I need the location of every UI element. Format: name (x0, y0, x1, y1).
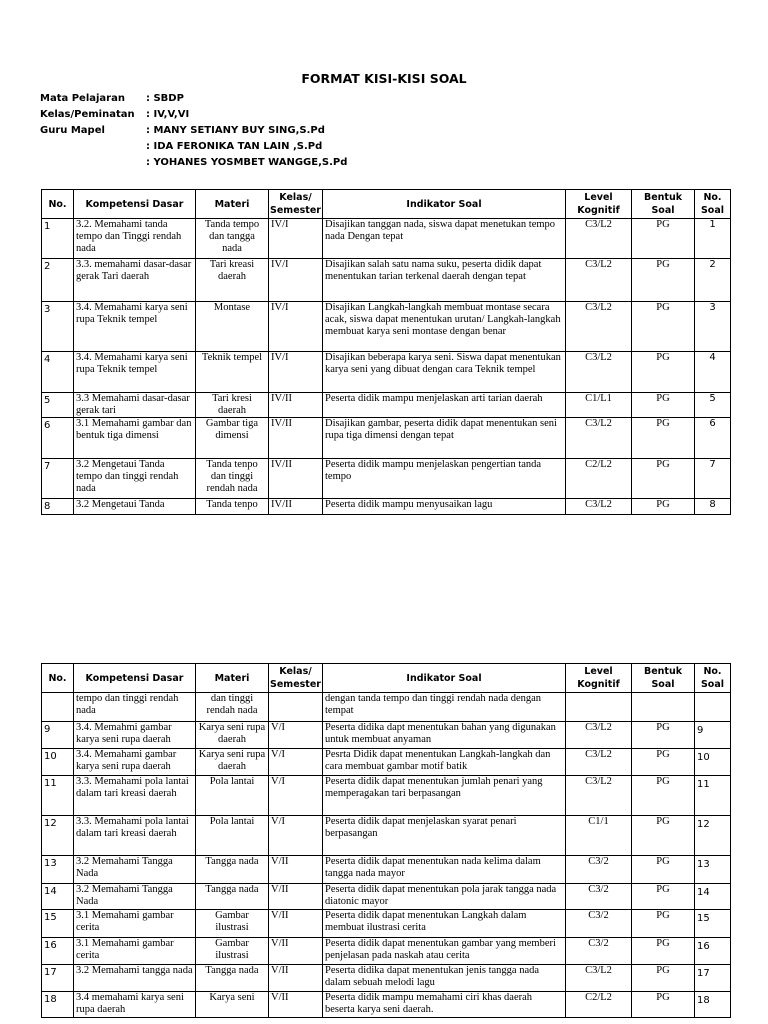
cell-no-soal: 17 (695, 965, 731, 992)
cell-materi: Tari kresi daerah (196, 393, 269, 418)
cell-no: 7 (42, 459, 74, 499)
cell-level-kognitif: C1/1 (566, 816, 632, 856)
cell-level-kognitif: C3/L2 (566, 259, 632, 302)
cell-indikator-soal: Disajikan gambar, peserta didik dapat menentukan seni rupa tiga dimensi dengan tepat (323, 418, 566, 459)
table-row (42, 749, 731, 776)
cell-indikator-soal: Peserta didik mampu memahami ciri khas daerah beserta karya seni daerah. (323, 992, 566, 1018)
cell-bentuk-soal: PG (632, 259, 695, 302)
cell-kelas-semester: V/II (269, 884, 323, 910)
col-header-indikator-soal: Indikator Soal (323, 664, 566, 693)
cell-no-soal: 15 (695, 910, 731, 938)
table-row (42, 499, 731, 515)
cell-indikator-soal: Peserta didika dapat menentukan jenis tangga nada dalam sebuah melodi lagu (323, 965, 566, 992)
col-header-no: No. (42, 664, 74, 693)
cell-kompetensi-dasar: 3.2 Mengetaui Tanda (74, 499, 196, 515)
cell-materi: Pola lantai (196, 816, 269, 856)
cell-materi: Pola lantai (196, 776, 269, 816)
cell-no: 9 (42, 722, 74, 749)
cell-bentuk-soal: PG (632, 418, 695, 459)
info-label: Mata Pelajaran (40, 93, 125, 104)
cell-materi: Tanda tenpo (196, 499, 269, 515)
cell-level-kognitif: C3/L2 (566, 219, 632, 259)
cell-bentuk-soal: PG (632, 776, 695, 816)
cell-level-kognitif: C3/2 (566, 884, 632, 910)
cell-materi: Tangga nada (196, 856, 269, 884)
cell-kompetensi-dasar: 3.3. Memahami pola lantai dalam tari kreasi daerah (74, 776, 196, 816)
cell-no-soal: 6 (695, 418, 731, 459)
cell-indikator-soal: Peserta didik dapat menentukan gambar yang memberi penjelasan pada naskah atau cerita (323, 938, 566, 965)
table-row (42, 418, 731, 459)
cell-no-soal: 7 (695, 459, 731, 499)
cell-kompetensi-dasar: 3.2 Mengetaui Tanda tempo dan tinggi rendah nada (74, 459, 196, 499)
cell-indikator-soal: Peserta didika dapt menentukan bahan yang digunakan untuk membuat anyaman (323, 722, 566, 749)
cell-no: 14 (42, 884, 74, 910)
info-value: : IDA FERONIKA TAN LAIN ,S.Pd (146, 141, 323, 152)
cell-kompetensi-dasar: 3.4. Memahmi gambar karya seni rupa daerah (74, 722, 196, 749)
cell-materi: Teknik tempel (196, 352, 269, 393)
cell-no: 1 (42, 219, 74, 259)
cell-level-kognitif: C2/L2 (566, 459, 632, 499)
cell-bentuk-soal: PG (632, 722, 695, 749)
cell-level-kognitif: C3/L2 (566, 749, 632, 776)
col-header-bentuk-soal: Bentuk Soal (632, 190, 695, 219)
cell-materi: Gambar ilustrasi (196, 910, 269, 938)
cell-level-kognitif: C3/L2 (566, 352, 632, 393)
cell-no-soal: 10 (695, 749, 731, 776)
cell-indikator-soal: Peserta didik dapat menentukan jumlah penari yang memperagakan tari berpasangan (323, 776, 566, 816)
table-row (42, 302, 731, 352)
cell-no: 17 (42, 965, 74, 992)
cell-level-kognitif: C3/2 (566, 910, 632, 938)
cell-no: 6 (42, 418, 74, 459)
table-row (42, 693, 731, 722)
cell-bentuk-soal: PG (632, 393, 695, 418)
kisi-table-page-2 (41, 663, 731, 1018)
cell-kompetensi-dasar: 3.2. Memahami tanda tempo dan Tinggi rendah nada (74, 219, 196, 259)
table-row (42, 965, 731, 992)
cell-materi: Tangga nada (196, 965, 269, 992)
cell-bentuk-soal: PG (632, 884, 695, 910)
table-row (42, 776, 731, 816)
cell-indikator-soal: Peserta didik mampu menjelaskan pengertian tanda tempo (323, 459, 566, 499)
cell-bentuk-soal: PG (632, 499, 695, 515)
table-row (42, 884, 731, 910)
cell-kelas-semester: V/II (269, 992, 323, 1018)
cell-no-soal: 12 (695, 816, 731, 856)
cell-kompetensi-dasar: 3.2 Memahami Tangga Nada (74, 856, 196, 884)
table-row (42, 259, 731, 302)
table-row (42, 393, 731, 418)
cell-bentuk-soal: PG (632, 992, 695, 1018)
cell-kelas-semester: IV/II (269, 393, 323, 418)
cell-no: 8 (42, 499, 74, 515)
table-row (42, 352, 731, 393)
cell-indikator-soal: Disajikan beberapa karya seni. Siswa dapat menentukan karya seni yang dibuat dengan cara Teknik tempel (323, 352, 566, 393)
cell-no: 3 (42, 302, 74, 352)
col-header-level-kognitif: Level Kognitif (566, 664, 632, 693)
cell-no-soal: 8 (695, 499, 731, 515)
cell-no-soal: 1 (695, 219, 731, 259)
cell-indikator-soal: Disajikan tanggan nada, siswa dapat menetukan tempo nada Dengan tepat (323, 219, 566, 259)
cell-materi: Tari kreasi daerah (196, 259, 269, 302)
cell-materi: Karya seni (196, 992, 269, 1018)
col-header-level-kognitif: Level Kognitif (566, 190, 632, 219)
cell-materi: dan tinggi rendah nada (196, 693, 269, 722)
table-row (42, 938, 731, 965)
cell-no-soal: 3 (695, 302, 731, 352)
cell-no-soal: 18 (695, 992, 731, 1018)
cell-kelas-semester: V/I (269, 722, 323, 749)
cell-no-soal: 2 (695, 259, 731, 302)
info-row (40, 139, 347, 155)
cell-level-kognitif: C3/2 (566, 856, 632, 884)
cell-kompetensi-dasar: 3.3. memahami dasar-dasar gerak Tari daerah (74, 259, 196, 302)
cell-level-kognitif: C3/L2 (566, 418, 632, 459)
cell-no: 16 (42, 938, 74, 965)
cell-no: 2 (42, 259, 74, 302)
cell-kompetensi-dasar: 3.4. Memahami gambar karya seni rupa daerah (74, 749, 196, 776)
table-row (42, 722, 731, 749)
cell-no: 13 (42, 856, 74, 884)
table-row (42, 459, 731, 499)
document-info (40, 91, 347, 171)
cell-no: 15 (42, 910, 74, 938)
info-value: : MANY SETIANY BUY SING,S.Pd (146, 125, 325, 136)
col-header-kelas-semester: Kelas/ Semester (269, 664, 323, 693)
cell-no: 11 (42, 776, 74, 816)
cell-bentuk-soal: PG (632, 459, 695, 499)
cell-indikator-soal: Disajikan Langkah-langkah membuat montase secara acak, siswa dapat menentukan urutan/ Langkah-langkah membuat karya seni montase dengan benar (323, 302, 566, 352)
col-header-no-soal: No. Soal (695, 664, 731, 693)
cell-bentuk-soal: PG (632, 938, 695, 965)
col-header-bentuk-soal: Bentuk Soal (632, 664, 695, 693)
cell-kelas-semester: IV/I (269, 352, 323, 393)
info-label (40, 139, 146, 155)
cell-level-kognitif: C3/L2 (566, 499, 632, 515)
table-body (42, 219, 731, 515)
cell-kompetensi-dasar: 3.1 Memahami gambar cerita (74, 938, 196, 965)
col-header-indikator-soal: Indikator Soal (323, 190, 566, 219)
cell-level-kognitif: C3/2 (566, 938, 632, 965)
cell-kompetensi-dasar: 3.2 Memahami tangga nada (74, 965, 196, 992)
cell-bentuk-soal: PG (632, 749, 695, 776)
col-header-no: No. (42, 190, 74, 219)
cell-indikator-soal: Peserta didik mampu menyusaikan lagu (323, 499, 566, 515)
table-row (42, 856, 731, 884)
cell-no (42, 693, 74, 722)
cell-materi: Tanda tempo dan tangga nada (196, 219, 269, 259)
cell-bentuk-soal: PG (632, 965, 695, 992)
cell-no: 5 (42, 393, 74, 418)
cell-indikator-soal: Peserta didik dapat menentukan nada kelima dalam tangga nada mayor (323, 856, 566, 884)
cell-no: 12 (42, 816, 74, 856)
cell-materi: Tanda tenpo dan tinggi rendah nada (196, 459, 269, 499)
cell-kelas-semester: V/I (269, 816, 323, 856)
cell-kelas-semester: IV/I (269, 219, 323, 259)
info-row (40, 107, 347, 123)
cell-bentuk-soal: PG (632, 302, 695, 352)
info-value: : YOHANES YOSMBET WANGGE,S.Pd (146, 157, 348, 168)
cell-materi: Tangga nada (196, 884, 269, 910)
cell-kompetensi-dasar: 3.1 Memahami gambar dan bentuk tiga dimensi (74, 418, 196, 459)
col-header-materi: Materi (196, 664, 269, 693)
cell-kelas-semester: IV/II (269, 418, 323, 459)
cell-kelas-semester: V/II (269, 856, 323, 884)
info-label (40, 155, 146, 171)
table-row (42, 219, 731, 259)
cell-bentuk-soal (632, 693, 695, 722)
cell-level-kognitif: C2/L2 (566, 992, 632, 1018)
table-header-row (42, 664, 731, 693)
cell-no-soal: 4 (695, 352, 731, 393)
cell-kelas-semester: V/II (269, 910, 323, 938)
info-row (40, 91, 347, 107)
cell-no-soal: 16 (695, 938, 731, 965)
table-header-row (42, 190, 731, 219)
info-value: : SBDP (146, 93, 184, 104)
cell-level-kognitif: C3/L2 (566, 776, 632, 816)
info-value: : IV,V,VI (146, 109, 190, 120)
col-header-kelas-semester: Kelas/ Semester (269, 190, 323, 219)
cell-bentuk-soal: PG (632, 219, 695, 259)
cell-bentuk-soal: PG (632, 352, 695, 393)
cell-kelas-semester: V/II (269, 965, 323, 992)
cell-kompetensi-dasar: tempo dan tinggi rendah nada (74, 693, 196, 722)
col-header-kompetensi-dasar: Kompetensi Dasar (74, 190, 196, 219)
cell-kompetensi-dasar: 3.3. Memahami pola lantai dalam tari kreasi daerah (74, 816, 196, 856)
cell-kelas-semester: V/I (269, 749, 323, 776)
cell-level-kognitif: C1/L1 (566, 393, 632, 418)
cell-indikator-soal: Disajikan salah satu nama suku, peserta didik dapat menentukan tarian terkenal daerah dengan tepat (323, 259, 566, 302)
cell-kelas-semester: IV/I (269, 302, 323, 352)
cell-level-kognitif: C3/L2 (566, 722, 632, 749)
cell-kelas-semester: IV/II (269, 499, 323, 515)
cell-kelas-semester: V/I (269, 776, 323, 816)
document-title: FORMAT KISI-KISI SOAL (301, 71, 467, 86)
cell-indikator-soal: Peserta didik mampu menjelaskan arti tarian daerah (323, 393, 566, 418)
info-row (40, 123, 347, 139)
cell-no-soal (695, 693, 731, 722)
cell-no-soal: 5 (695, 393, 731, 418)
cell-kompetensi-dasar: 3.4 memahami karya seni rupa daerah (74, 992, 196, 1018)
cell-no-soal: 11 (695, 776, 731, 816)
cell-indikator-soal: Peserta didik dapat menentukan Langkah dalam membuat ilustrasi cerita (323, 910, 566, 938)
cell-kompetensi-dasar: 3.4. Memahami karya seni rupa Teknik tempel (74, 352, 196, 393)
cell-indikator-soal: dengan tanda tempo dan tinggi rendah nada dengan tempat (323, 693, 566, 722)
info-label: Kelas/Peminatan (40, 109, 135, 120)
cell-bentuk-soal: PG (632, 910, 695, 938)
cell-materi: Karya seni rupa daerah (196, 749, 269, 776)
cell-no-soal: 14 (695, 884, 731, 910)
cell-indikator-soal: Pesrta Didik dapat menentukan Langkah-langkah dan cara membuat gambar motif batik (323, 749, 566, 776)
table-row (42, 816, 731, 856)
cell-bentuk-soal: PG (632, 856, 695, 884)
cell-no-soal: 9 (695, 722, 731, 749)
col-header-materi: Materi (196, 190, 269, 219)
cell-no: 4 (42, 352, 74, 393)
cell-level-kognitif: C3/L2 (566, 965, 632, 992)
col-header-kompetensi-dasar: Kompetensi Dasar (74, 664, 196, 693)
cell-kelas-semester (269, 693, 323, 722)
cell-kelas-semester: IV/I (269, 259, 323, 302)
cell-materi: Gambar tiga dimensi (196, 418, 269, 459)
cell-kelas-semester: IV/II (269, 459, 323, 499)
cell-level-kognitif: C3/L2 (566, 302, 632, 352)
table-row (42, 910, 731, 938)
cell-materi: Gambar ilustrasi (196, 938, 269, 965)
cell-kompetensi-dasar: 3.4. Memahami karya seni rupa Teknik tempel (74, 302, 196, 352)
table-row (42, 992, 731, 1018)
cell-no: 18 (42, 992, 74, 1018)
cell-kompetensi-dasar: 3.3 Memahami dasar-dasar gerak tari (74, 393, 196, 418)
cell-materi: Montase (196, 302, 269, 352)
col-header-no-soal: No. Soal (695, 190, 731, 219)
cell-indikator-soal: Peserta didik dapat menjelaskan syarat penari berpasangan (323, 816, 566, 856)
cell-bentuk-soal: PG (632, 816, 695, 856)
cell-kompetensi-dasar: 3.2 Memahami Tangga Nada (74, 884, 196, 910)
cell-no: 10 (42, 749, 74, 776)
cell-no-soal: 13 (695, 856, 731, 884)
cell-indikator-soal: Peserta didik dapat menentukan pola jarak tangga nada diatonic mayor (323, 884, 566, 910)
cell-kompetensi-dasar: 3.1 Memahami gambar cerita (74, 910, 196, 938)
cell-materi: Karya seni rupa daerah (196, 722, 269, 749)
table-body (42, 693, 731, 1018)
cell-level-kognitif (566, 693, 632, 722)
info-label: Guru Mapel (40, 125, 105, 136)
info-row (40, 155, 347, 171)
kisi-table-page-1 (41, 189, 731, 515)
cell-kelas-semester: V/II (269, 938, 323, 965)
